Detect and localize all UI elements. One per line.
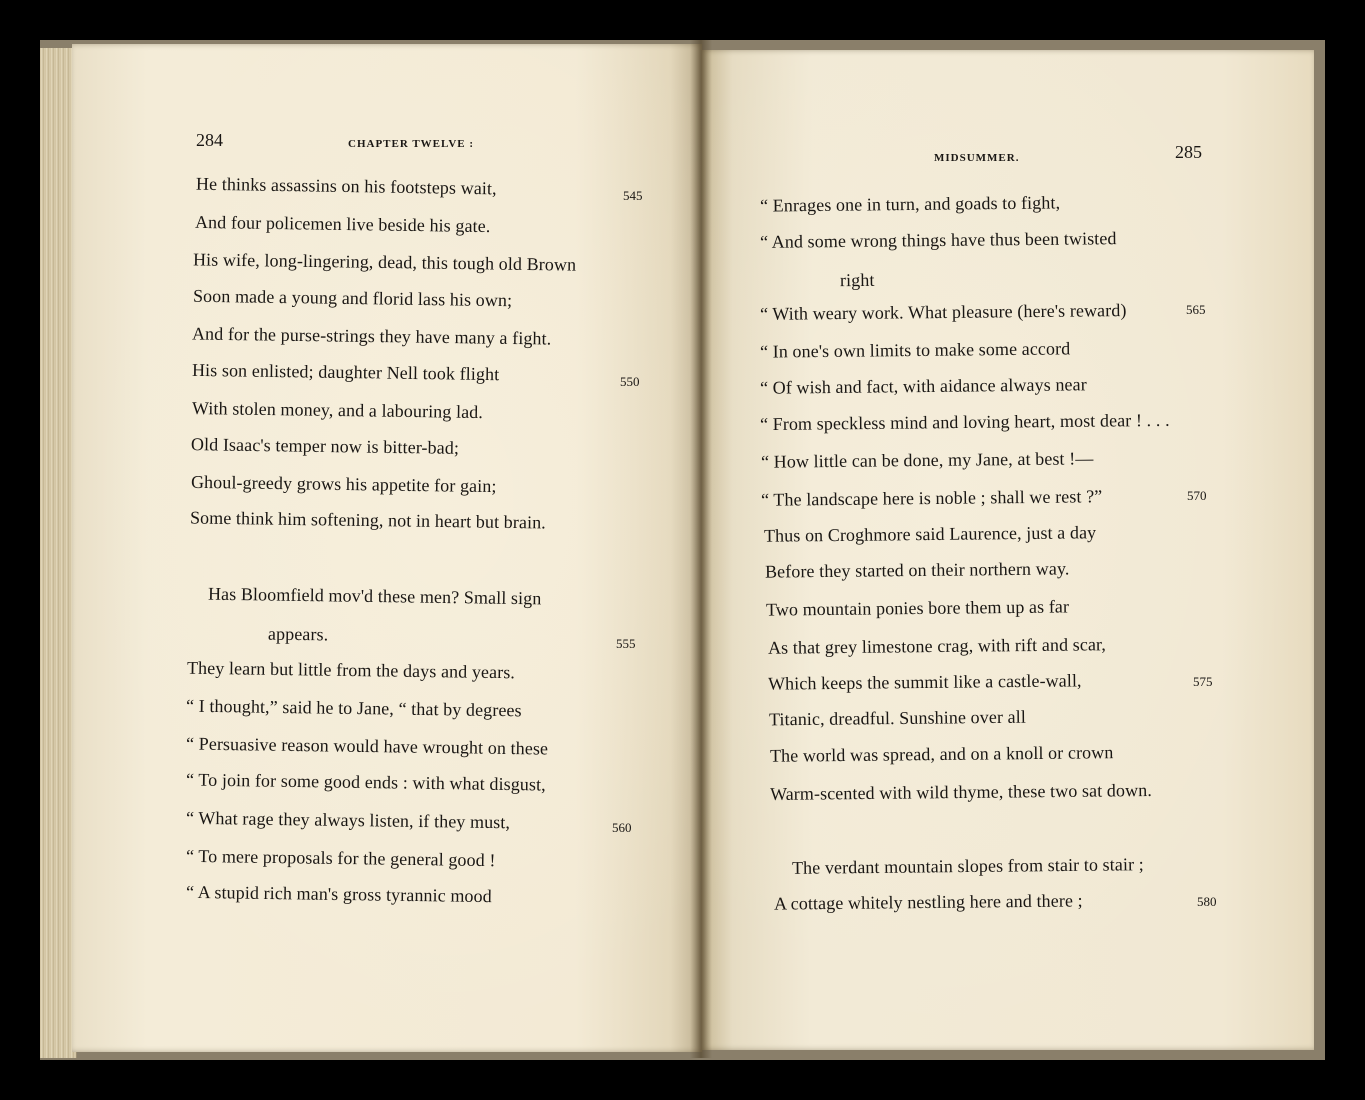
verse-line: Before they started on their northern way. — [764, 558, 1070, 582]
page-number: 285 — [1175, 142, 1202, 162]
running-head: CHAPTER TWELVE : — [348, 138, 475, 150]
verse-line: His wife, long-lingering, dead, this tough old Brown — [192, 249, 577, 275]
verse-line: Has Bloomfield mov'd these men? Small sign — [207, 583, 542, 609]
verse-line: His son enlisted; daughter Nell took flight — [191, 359, 500, 385]
verse-line: Two mountain ponies bore them up as far — [765, 596, 1070, 620]
verse-line: “ To mere proposals for the general good ! — [185, 845, 496, 871]
verse-line: Thus on Croghmore said Laurence, just a day — [763, 522, 1097, 546]
page-number: 284 — [196, 130, 223, 150]
line-number: 575 — [1193, 674, 1213, 689]
verse-line: And four policemen live beside his gate. — [194, 211, 491, 237]
verse-line: “ From speckless mind and loving heart, most dear ! . . . — [759, 409, 1170, 435]
book-gutter — [690, 40, 712, 1058]
line-number: 550 — [620, 374, 640, 389]
verse-line: He thinks assassins on his footsteps wait, — [195, 173, 497, 199]
verse-line: “ I thought,” said he to Jane, “ that by degrees — [185, 695, 522, 721]
verse-line: As that grey limestone crag, with rift and scar, — [767, 634, 1107, 658]
verse-line: Warm-scented with wild thyme, these two sat down. — [769, 780, 1152, 804]
running-head: MIDSUMMER. — [934, 152, 1020, 164]
line-number: 565 — [1186, 302, 1206, 317]
verse-line: “ Enrages one in turn, and goads to fight, — [759, 192, 1061, 216]
right-page — [702, 50, 1314, 1050]
verse-line: Some think him softening, not in heart but brain. — [189, 507, 546, 533]
verse-line: “ How little can be done, my Jane, at best !— — [760, 448, 1094, 472]
verse-line: Old Isaac's temper now is bitter-bad; — [190, 434, 460, 458]
verse-line: A cottage whitely nestling here and there ; — [773, 890, 1083, 914]
verse-line: appears. — [267, 623, 329, 645]
verse-line: With stolen money, and a labouring lad. — [191, 397, 484, 423]
verse-line: Titanic, dreadful. Sunshine over all — [768, 706, 1026, 730]
line-number: 545 — [623, 188, 643, 203]
verse-line: “ To join for some good ends : with what disgust, — [185, 769, 546, 795]
verse-line: right — [839, 269, 875, 291]
verse-line: “ What rage they always listen, if they must, — [185, 807, 511, 833]
verse-line: Which keeps the summit like a castle-wall, — [767, 670, 1082, 694]
verse-line: And for the purse-strings they have many a fight. — [191, 323, 552, 349]
line-number: 560 — [612, 820, 632, 835]
verse-line: “ The landscape here is noble ; shall we rest ?” — [760, 486, 1103, 510]
verse-line: The world was spread, and on a knoll or crown — [769, 742, 1114, 766]
verse-line: Ghoul-greedy grows his appetite for gain; — [190, 471, 497, 497]
line-number: 580 — [1197, 894, 1217, 909]
verse-line: “ Persuasive reason would have wrought on these — [185, 733, 549, 759]
verse-line: “ A stupid rich man's gross tyrannic mood — [185, 881, 492, 907]
verse-line: “ Of wish and fact, with aidance always near — [759, 374, 1087, 398]
verse-line: The verdant mountain slopes from stair to stair ; — [791, 854, 1144, 878]
line-number: 555 — [616, 636, 636, 651]
verse-line: “ With weary work. What pleasure (here's reward) — [759, 300, 1127, 324]
line-number: 570 — [1187, 488, 1207, 503]
verse-line: They learn but little from the days and years. — [186, 657, 516, 683]
verse-line: Soon made a young and florid lass his own; — [192, 285, 513, 311]
left-page — [72, 44, 702, 1052]
verse-line: “ In one's own limits to make some accord — [759, 338, 1071, 362]
verse-line: “ And some wrong things have thus been twisted — [759, 228, 1117, 252]
